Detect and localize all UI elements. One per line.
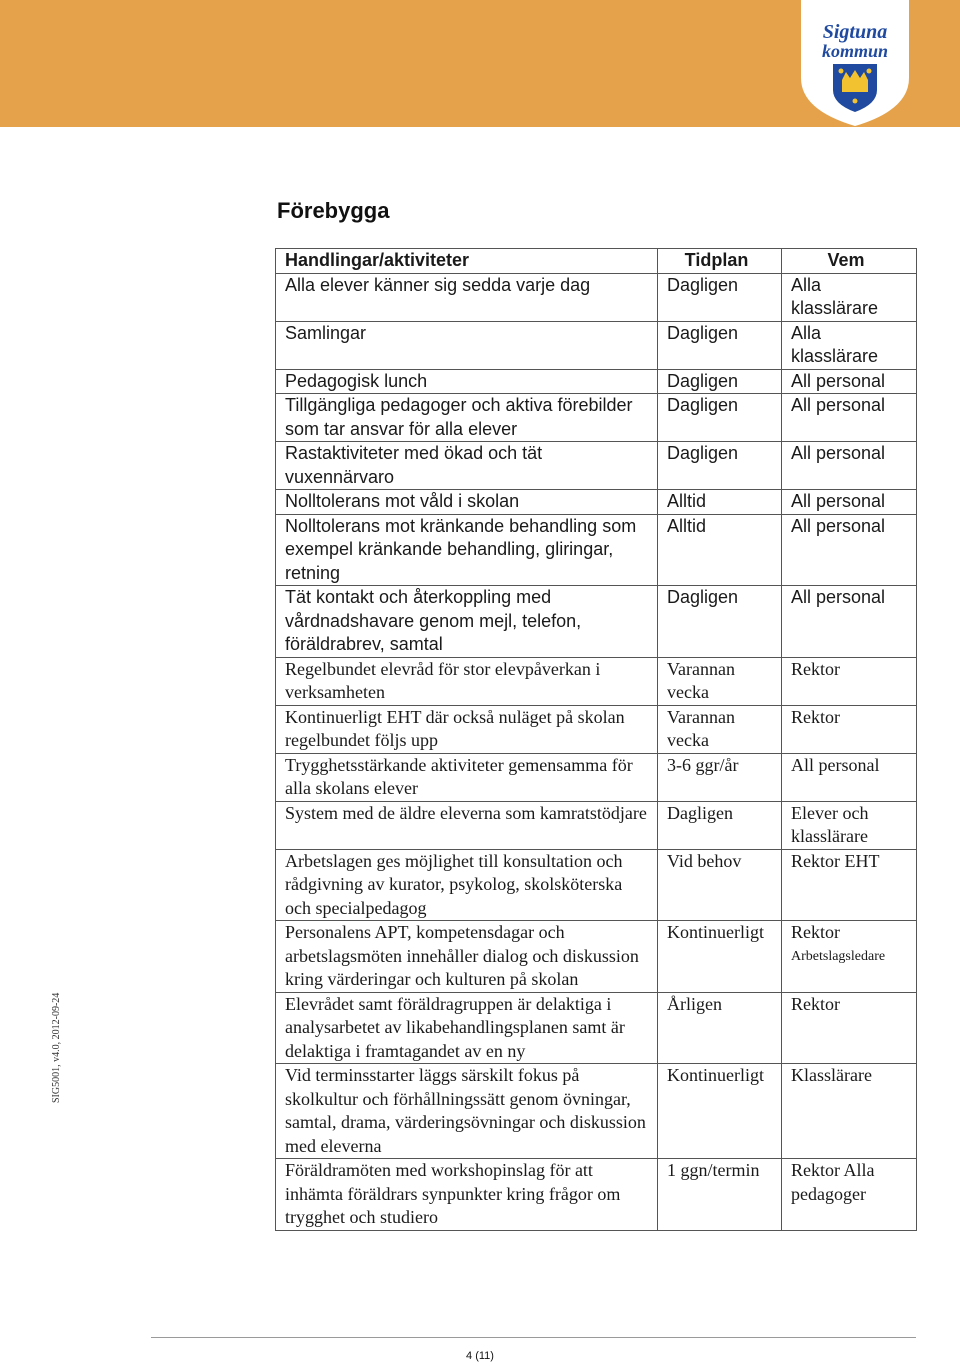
schedule-cell	[658, 801, 782, 849]
section-title: Förebygga	[277, 198, 390, 223]
activity-cell	[276, 1064, 658, 1159]
activity-cell	[276, 921, 658, 993]
responsible-cell	[782, 1159, 917, 1231]
activity-cell	[276, 849, 658, 921]
schedule-cell-text: Varannan vecka	[667, 706, 735, 750]
header-who: Vem	[782, 249, 917, 274]
schedule-cell	[658, 514, 782, 586]
schedule-cell-text: 3-6 ggr/år	[667, 754, 739, 775]
activity-cell-text: Nolltolerans mot kränkande behandling som exempel kränkande behandling, gliringar, retning	[285, 515, 637, 583]
responsible-cell	[782, 442, 917, 490]
activity-cell-text: Elevrådet samt föräldragruppen är delaktiga i analysarbetet av likabehandlingsplanen samt är delaktiga i framtagandet av en ny	[285, 993, 625, 1061]
activity-cell	[276, 273, 658, 321]
responsible-cell-text: All personal	[791, 491, 886, 511]
table-row	[276, 586, 917, 658]
responsible-cell	[782, 394, 917, 442]
activity-cell-text: Kontinuerligt EHT där också nuläget på skolan regelbundet följs upp	[285, 706, 625, 750]
document-code: SIG5001, v4.0, 2012-09-24	[51, 992, 62, 1103]
activity-cell-text: Arbetslagen ges möjlighet till konsultation och rådgivning av kurator, psykolog, skolsköterska och specialpedagog	[285, 850, 623, 918]
responsible-cell	[782, 273, 917, 321]
schedule-cell-text: 1 ggn/termin	[667, 1160, 760, 1180]
logo-text-line1: Sigtuna	[822, 21, 888, 43]
schedule-cell-text: Dagligen	[667, 443, 739, 463]
table-row	[276, 442, 917, 490]
schedule-cell	[658, 586, 782, 658]
activity-cell-text: Tät kontakt och återkoppling med vårdnadshavare genom mejl, telefon, föräldrabrev, samtal	[285, 587, 582, 654]
table-row	[276, 321, 917, 369]
footer-divider	[151, 1337, 916, 1338]
activity-cell	[276, 442, 658, 490]
responsible-cell-text: Alla klasslärare	[791, 274, 879, 318]
logo-text-line2: kommun	[821, 41, 889, 61]
schedule-cell-text: Dagligen	[667, 322, 739, 343]
responsible-cell-text: Rektor	[791, 706, 840, 727]
schedule-cell-text: Dagligen	[667, 274, 739, 295]
activity-cell-text: Samlingar	[285, 322, 367, 343]
schedule-cell	[658, 705, 782, 753]
schedule-cell-text: Kontinuerligt	[667, 922, 764, 942]
responsible-cell	[782, 514, 917, 586]
responsible-cell-text: Rektor	[791, 993, 840, 1014]
activity-cell	[276, 753, 658, 801]
responsible-cell	[782, 705, 917, 753]
table-row	[276, 992, 917, 1064]
activity-cell-text: Regelbundet elevråd för stor elevpåverkan i verksamheten	[285, 658, 601, 702]
responsible-cell-text: Klasslärare	[791, 1065, 872, 1085]
schedule-cell-text: Alltid	[667, 515, 707, 536]
responsible-cell-text: All personal	[791, 395, 886, 415]
schedule-cell-text: Vid behov	[667, 850, 742, 871]
responsible-cell	[782, 369, 917, 394]
activity-cell	[276, 992, 658, 1064]
responsible-cell	[782, 586, 917, 658]
header-activities: Handlingar/aktiviteter	[276, 249, 658, 274]
responsible-cell	[782, 321, 917, 369]
activity-cell	[276, 586, 658, 658]
responsible-cell-text: All personal	[791, 587, 886, 607]
table-row	[276, 1064, 917, 1159]
page-number: 4 (11)	[466, 1350, 494, 1362]
schedule-cell	[658, 992, 782, 1064]
table-row	[276, 514, 917, 586]
table-row	[276, 705, 917, 753]
responsible-cell-text: Rektor EHT	[791, 850, 880, 871]
activity-cell-text: Alla elever känner sig sedda varje dag	[285, 274, 591, 295]
schedule-cell-text: Dagligen	[667, 395, 739, 415]
activity-cell	[276, 801, 658, 849]
schedule-cell	[658, 490, 782, 515]
activity-cell	[276, 490, 658, 515]
activity-cell-text: Pedagogisk lunch	[285, 370, 428, 391]
responsible-cell	[782, 801, 917, 849]
table-row	[276, 801, 917, 849]
activity-cell-text: Vid terminsstarter läggs särskilt fokus på skolkultur och förhållningssätt genom övningar, samtal, drama, värderingsövningar och diskussion med eleverna	[285, 1065, 646, 1156]
activity-cell	[276, 394, 658, 442]
table-row	[276, 394, 917, 442]
activity-cell	[276, 657, 658, 705]
responsible-cell-text: All personal	[791, 515, 886, 536]
schedule-cell-text: Dagligen	[667, 802, 733, 823]
activity-cell-text: Nolltolerans mot våld i skolan	[285, 491, 520, 511]
responsible-cell	[782, 753, 917, 801]
schedule-cell	[658, 849, 782, 921]
responsible-cell	[782, 490, 917, 515]
activity-cell-text: Rastaktiviteter med ökad och tät vuxennärvaro	[285, 443, 543, 487]
activity-cell-text: Personalens APT, kompetensdagar och arbetslagsmöten innehåller dialog och diskussion kring värderingar och kulturen på skolan	[285, 922, 639, 989]
table-row	[276, 273, 917, 321]
schedule-cell-text: Alltid	[667, 491, 707, 511]
responsible-cell-secondary-text: Arbetslagsledare	[791, 948, 886, 964]
activity-cell	[276, 705, 658, 753]
table-row	[276, 369, 917, 394]
table-row	[276, 921, 917, 993]
activity-cell-text: Tillgängliga pedagoger och aktiva förebilder som tar ansvar för alla elever	[285, 395, 633, 439]
activities-table	[275, 248, 917, 1231]
activity-cell	[276, 369, 658, 394]
responsible-cell	[782, 849, 917, 921]
activity-cell	[276, 321, 658, 369]
responsible-cell	[782, 1064, 917, 1159]
schedule-cell-text: Dagligen	[667, 370, 739, 391]
responsible-cell-text: Rektor	[791, 658, 840, 679]
schedule-cell	[658, 394, 782, 442]
table-row	[276, 849, 917, 921]
schedule-cell	[658, 273, 782, 321]
table-header-row	[276, 249, 917, 274]
sigtuna-kommun-logo	[797, 0, 913, 126]
table-row	[276, 490, 917, 515]
activity-cell	[276, 514, 658, 586]
responsible-cell	[782, 992, 917, 1064]
responsible-cell	[782, 921, 917, 993]
responsible-cell-text: Rektor Alla pedagoger	[791, 1160, 875, 1204]
schedule-cell-text: Dagligen	[667, 587, 739, 607]
schedule-cell-text: Årligen	[667, 993, 722, 1014]
schedule-cell	[658, 321, 782, 369]
responsible-cell-text: All personal	[791, 443, 886, 463]
activity-cell	[276, 1159, 658, 1231]
schedule-cell	[658, 921, 782, 993]
activity-cell-text: Föräldramöten med workshopinslag för att inhämta föräldrars synpunkter kring frågor om trygghet och studiero	[285, 1160, 621, 1227]
schedule-cell-text: Varannan vecka	[667, 658, 735, 702]
responsible-cell-text: Elever och klasslärare	[791, 802, 869, 846]
responsible-cell-text: All personal	[791, 754, 880, 775]
activity-cell-text: System med de äldre eleverna som kamratstödjare	[285, 802, 647, 823]
responsible-cell-text: Alla klasslärare	[791, 322, 879, 366]
responsible-cell-text: All personal	[791, 370, 886, 391]
schedule-cell	[658, 369, 782, 394]
table-row	[276, 753, 917, 801]
table-row	[276, 1159, 917, 1231]
schedule-cell	[658, 442, 782, 490]
schedule-cell-text: Kontinuerligt	[667, 1065, 764, 1085]
activity-cell-text: Trygghetsstärkande aktiviteter gemensamma för alla skolans elever	[285, 754, 633, 798]
schedule-cell	[658, 753, 782, 801]
header-schedule: Tidplan	[658, 249, 782, 274]
schedule-cell	[658, 1064, 782, 1159]
responsible-cell	[782, 657, 917, 705]
schedule-cell	[658, 657, 782, 705]
responsible-cell-text: Rektor	[791, 922, 840, 942]
table-row	[276, 657, 917, 705]
schedule-cell	[658, 1159, 782, 1231]
